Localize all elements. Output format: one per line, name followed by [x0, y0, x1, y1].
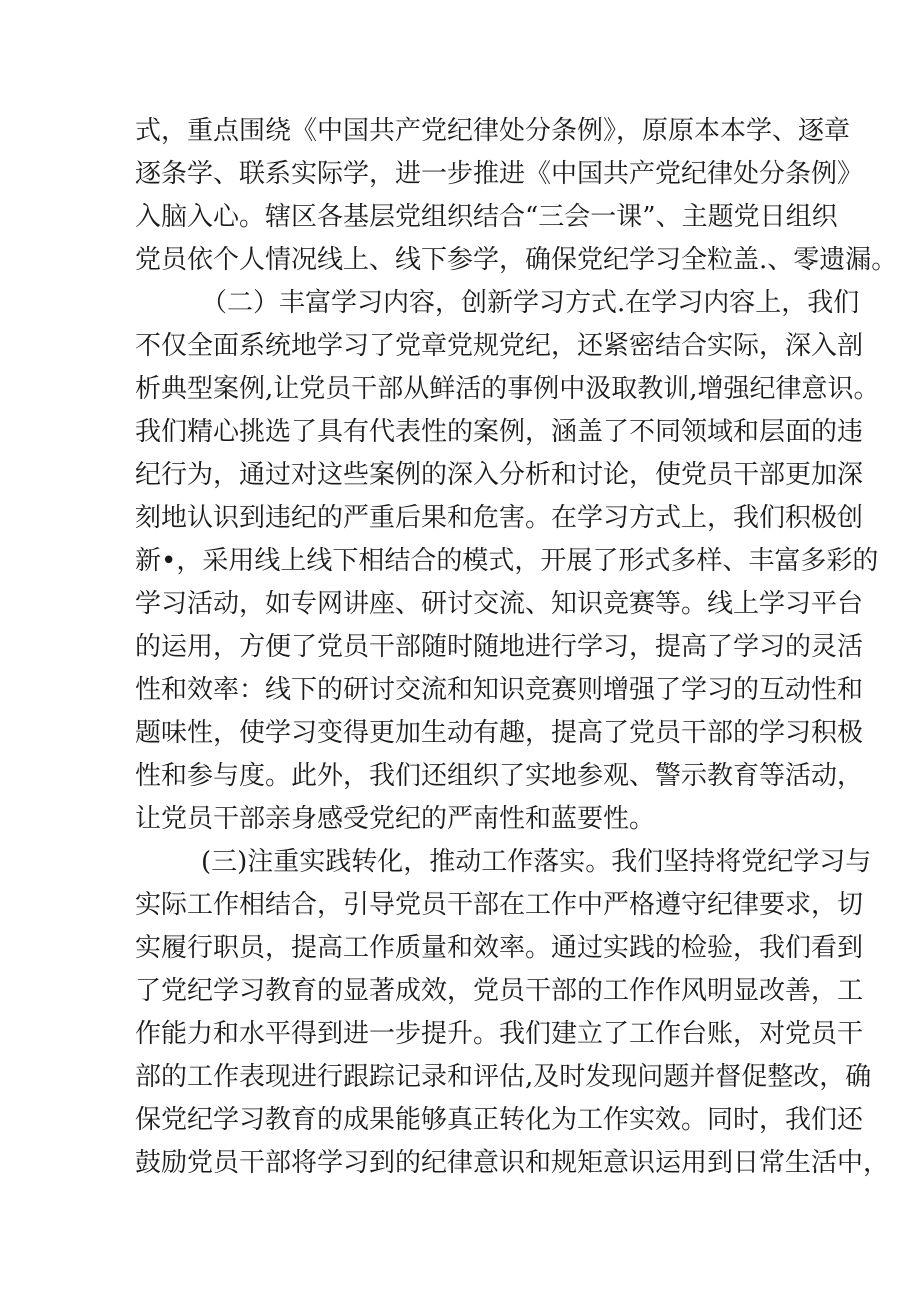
- text-line: 题味性，使学习变得更加生动有趣，提高了党员干部的学习积极: [135, 718, 864, 748]
- text-line: 纪行为，通过对这些案例的深入分析和讨论，使党员干部更加深: [135, 460, 864, 490]
- paragraph-1: [135, 110, 898, 282]
- text-line: 析典型案例,让党员干部从鲜活的事例中汲取教训,增强纪律意识。: [135, 374, 880, 404]
- text-line: 作能力和水平得到进一步提升。我们建立了工作台账，对党员干: [135, 1019, 864, 1049]
- text-line: （二）丰富学习内容，创新学习方式.在学习内容上，我们: [201, 288, 860, 318]
- paragraph-3: [135, 841, 890, 1185]
- text-line: 学习活动，如专网讲座、研讨交流、知识竞赛等。线上学习平台: [135, 589, 864, 619]
- paragraph-2: [135, 282, 880, 841]
- text-line: 党员依个人情况线上、线下参学，确保党纪学习全粒盖.、零遗漏。: [135, 245, 898, 275]
- text-line: 部的工作表现进行跟踪记录和评估,及时发现问题并督促整改，确: [135, 1062, 872, 1092]
- text-line: 的运用，方便了党员干部随时随地进行学习，提高了学习的灵活: [135, 632, 864, 662]
- document-body: [135, 110, 898, 1185]
- text-line: 入脑入心。辖区各基层党组织结合“三会一课”、主题党日组织: [135, 202, 838, 232]
- text-line: 鼓励党员干部将学习到的纪律意识和规矩意识运用到日常生活中，: [135, 1148, 890, 1178]
- text-line: 性和效率：线下的研讨交流和知识竞赛则增强了学习的互动性和: [135, 675, 864, 705]
- text-line: 实履行职员，提高工作质量和效率。通过实践的检验，我们看到: [135, 933, 864, 963]
- text-line: 逐条学、联系实际学，进一步推进《中国共产党纪律处分条例》: [135, 159, 864, 189]
- text-line: 性和参与度。此外，我们还组织了实地参观、警示教育等活动，: [135, 761, 864, 791]
- text-line: 式，重点围绕《中国共产党纪律处分条例》，原原本本学、逐章: [135, 116, 851, 146]
- text-line: 我们精心挑选了具有代表性的案例，涵盖了不同领域和层面的违: [135, 417, 864, 447]
- text-line: 了党纪学习教育的显著成效，党员干部的工作作风明显改善，工: [135, 976, 864, 1006]
- text-line: 保党纪学习教育的成果能够真正转化为工作实效。同时，我们还: [135, 1105, 864, 1135]
- text-line: 新•，采用线上线下相结合的模式，开展了形式多样、丰富多彩的: [135, 546, 879, 576]
- text-line: 刻地认识到违纪的严重后果和危害。在学习方式上，我们积极创: [135, 503, 864, 533]
- text-line: (三)注重实践转化，推动工作落实。我们坚持将党纪学习与: [201, 847, 872, 877]
- text-line: 不仅全面系统地学习了党章党规党纪，还紧密结合实际，深入剖: [135, 331, 864, 361]
- text-line: 让党员干部亲身感受党纪的严南性和蓝要性。: [135, 804, 656, 834]
- text-line: 实际工作相结合，引导党员干部在工作中严格遵守纪律要求，切: [135, 890, 864, 920]
